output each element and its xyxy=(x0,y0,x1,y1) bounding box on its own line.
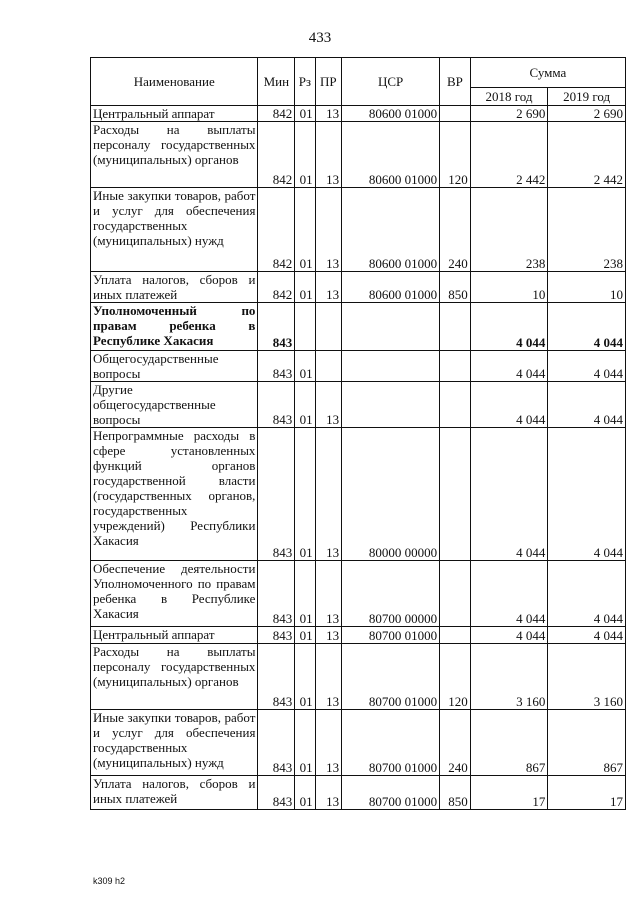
table-row xyxy=(91,272,626,303)
row-name: Расходы на выплаты персоналу государственных (муниципальных) органов xyxy=(91,644,258,710)
row-min: 843 xyxy=(258,303,295,351)
row-sum-2019: 3 160 xyxy=(548,644,626,710)
row-sum-2018: 4 044 xyxy=(470,351,548,382)
row-csr: 80700 00000 xyxy=(342,561,440,627)
row-csr: 80700 01000 xyxy=(342,710,440,776)
row-min: 842 xyxy=(258,188,295,272)
row-csr: 80600 01000 xyxy=(342,106,440,122)
row-sum-2019: 867 xyxy=(548,710,626,776)
row-pr: 13 xyxy=(315,272,342,303)
row-min: 843 xyxy=(258,627,295,644)
table-row xyxy=(91,644,626,710)
row-csr xyxy=(342,382,440,428)
row-sum-2019: 238 xyxy=(548,188,626,272)
table-row xyxy=(91,303,626,351)
row-vr xyxy=(440,382,471,428)
row-pr: 13 xyxy=(315,710,342,776)
row-sum-2018: 4 044 xyxy=(470,561,548,627)
row-vr xyxy=(440,627,471,644)
row-min: 843 xyxy=(258,710,295,776)
row-name: Иные закупки товаров, работ и услуг для обеспечения государственных (муниципальных) нужд xyxy=(91,710,258,776)
row-csr: 80700 01000 xyxy=(342,627,440,644)
row-csr xyxy=(342,351,440,382)
header-name: Наименование xyxy=(91,58,258,106)
row-sum-2019: 17 xyxy=(548,776,626,810)
row-pr: 13 xyxy=(315,561,342,627)
row-csr: 80600 01000 xyxy=(342,122,440,188)
header-min: Мин xyxy=(258,58,295,106)
row-vr: 850 xyxy=(440,776,471,810)
row-rz: 01 xyxy=(295,122,315,188)
row-sum-2018: 2 690 xyxy=(470,106,548,122)
row-pr: 13 xyxy=(315,382,342,428)
row-name: Центральный аппарат xyxy=(91,106,258,122)
row-min: 843 xyxy=(258,561,295,627)
row-vr xyxy=(440,428,471,561)
row-csr: 80600 01000 xyxy=(342,272,440,303)
row-name: Общегосударственные вопросы xyxy=(91,351,258,382)
row-sum-2018: 4 044 xyxy=(470,428,548,561)
row-vr xyxy=(440,561,471,627)
row-rz: 01 xyxy=(295,627,315,644)
row-name: Центральный аппарат xyxy=(91,627,258,644)
row-pr xyxy=(315,351,342,382)
row-name: Уполномоченный по правам ребенка в Республике Хакасия xyxy=(91,303,258,351)
row-min: 843 xyxy=(258,351,295,382)
row-sum-2019: 4 044 xyxy=(548,428,626,561)
header-sum: Сумма xyxy=(470,58,625,88)
row-rz xyxy=(295,303,315,351)
row-csr: 80700 01000 xyxy=(342,644,440,710)
budget-table xyxy=(90,57,626,810)
table-row xyxy=(91,351,626,382)
row-csr: 80600 01000 xyxy=(342,188,440,272)
row-pr: 13 xyxy=(315,428,342,561)
row-min: 842 xyxy=(258,122,295,188)
header-vr: ВР xyxy=(440,58,471,106)
row-vr: 120 xyxy=(440,644,471,710)
header-rz: Рз xyxy=(295,58,315,106)
page-number: 433 xyxy=(308,30,332,46)
row-min: 842 xyxy=(258,272,295,303)
row-csr: 80700 01000 xyxy=(342,776,440,810)
row-rz: 01 xyxy=(295,644,315,710)
row-pr: 13 xyxy=(315,188,342,272)
row-rz: 01 xyxy=(295,272,315,303)
row-sum-2018: 238 xyxy=(470,188,548,272)
row-sum-2018: 867 xyxy=(470,710,548,776)
row-name: Непрограммные расходы в сфере установленных функций органов государственной власти (государственных органов, государственных учреждений) Республики Хакасия xyxy=(91,428,258,561)
row-pr xyxy=(315,303,342,351)
header-csr: ЦСР xyxy=(342,58,440,106)
table-row xyxy=(91,710,626,776)
row-vr: 240 xyxy=(440,710,471,776)
row-sum-2019: 4 044 xyxy=(548,627,626,644)
row-name: Иные закупки товаров, работ и услуг для обеспечения государственных (муниципальных) нужд xyxy=(91,188,258,272)
row-min: 843 xyxy=(258,644,295,710)
row-rz: 01 xyxy=(295,561,315,627)
row-sum-2018: 4 044 xyxy=(470,382,548,428)
row-sum-2018: 3 160 xyxy=(470,644,548,710)
table-row xyxy=(91,188,626,272)
table-row xyxy=(91,776,626,810)
row-sum-2019: 2 690 xyxy=(548,106,626,122)
row-min: 843 xyxy=(258,382,295,428)
table-row xyxy=(91,382,626,428)
row-rz: 01 xyxy=(295,188,315,272)
row-sum-2018: 17 xyxy=(470,776,548,810)
table-row xyxy=(91,561,626,627)
row-rz: 01 xyxy=(295,428,315,561)
row-sum-2019: 2 442 xyxy=(548,122,626,188)
row-sum-2019: 4 044 xyxy=(548,561,626,627)
table-row xyxy=(91,627,626,644)
row-min: 842 xyxy=(258,106,295,122)
row-pr: 13 xyxy=(315,122,342,188)
table-row xyxy=(91,122,626,188)
row-sum-2018: 4 044 xyxy=(470,627,548,644)
row-name: Уплата налогов, сборов и иных платежей xyxy=(91,272,258,303)
row-pr: 13 xyxy=(315,776,342,810)
header-pr: ПР xyxy=(315,58,342,106)
row-min: 843 xyxy=(258,776,295,810)
row-pr: 13 xyxy=(315,644,342,710)
table-row xyxy=(91,106,626,122)
row-vr xyxy=(440,106,471,122)
row-name: Обеспечение деятельности Уполномоченного по правам ребенка в Республике Хакасия xyxy=(91,561,258,627)
row-pr: 13 xyxy=(315,627,342,644)
footer-code: k309 h2 xyxy=(93,876,126,886)
table-row xyxy=(91,428,626,561)
row-min: 843 xyxy=(258,428,295,561)
row-rz: 01 xyxy=(295,776,315,810)
row-csr: 80000 00000 xyxy=(342,428,440,561)
row-sum-2018: 4 044 xyxy=(470,303,548,351)
row-rz: 01 xyxy=(295,382,315,428)
table-body xyxy=(91,106,626,810)
header-year-2018: 2018 год xyxy=(470,88,548,106)
row-sum-2019: 4 044 xyxy=(548,351,626,382)
row-vr xyxy=(440,351,471,382)
row-vr: 240 xyxy=(440,188,471,272)
row-vr: 850 xyxy=(440,272,471,303)
header-year-2019: 2019 год xyxy=(548,88,626,106)
row-name: Уплата налогов, сборов и иных платежей xyxy=(91,776,258,810)
row-sum-2019: 10 xyxy=(548,272,626,303)
row-sum-2019: 4 044 xyxy=(548,303,626,351)
row-vr xyxy=(440,303,471,351)
row-sum-2018: 2 442 xyxy=(470,122,548,188)
row-name: Расходы на выплаты персоналу государственных (муниципальных) органов xyxy=(91,122,258,188)
row-sum-2018: 10 xyxy=(470,272,548,303)
row-rz: 01 xyxy=(295,106,315,122)
row-csr xyxy=(342,303,440,351)
row-pr: 13 xyxy=(315,106,342,122)
row-rz: 01 xyxy=(295,351,315,382)
row-sum-2019: 4 044 xyxy=(548,382,626,428)
row-rz: 01 xyxy=(295,710,315,776)
row-vr: 120 xyxy=(440,122,471,188)
row-name: Другие общегосударственные вопросы xyxy=(91,382,258,428)
